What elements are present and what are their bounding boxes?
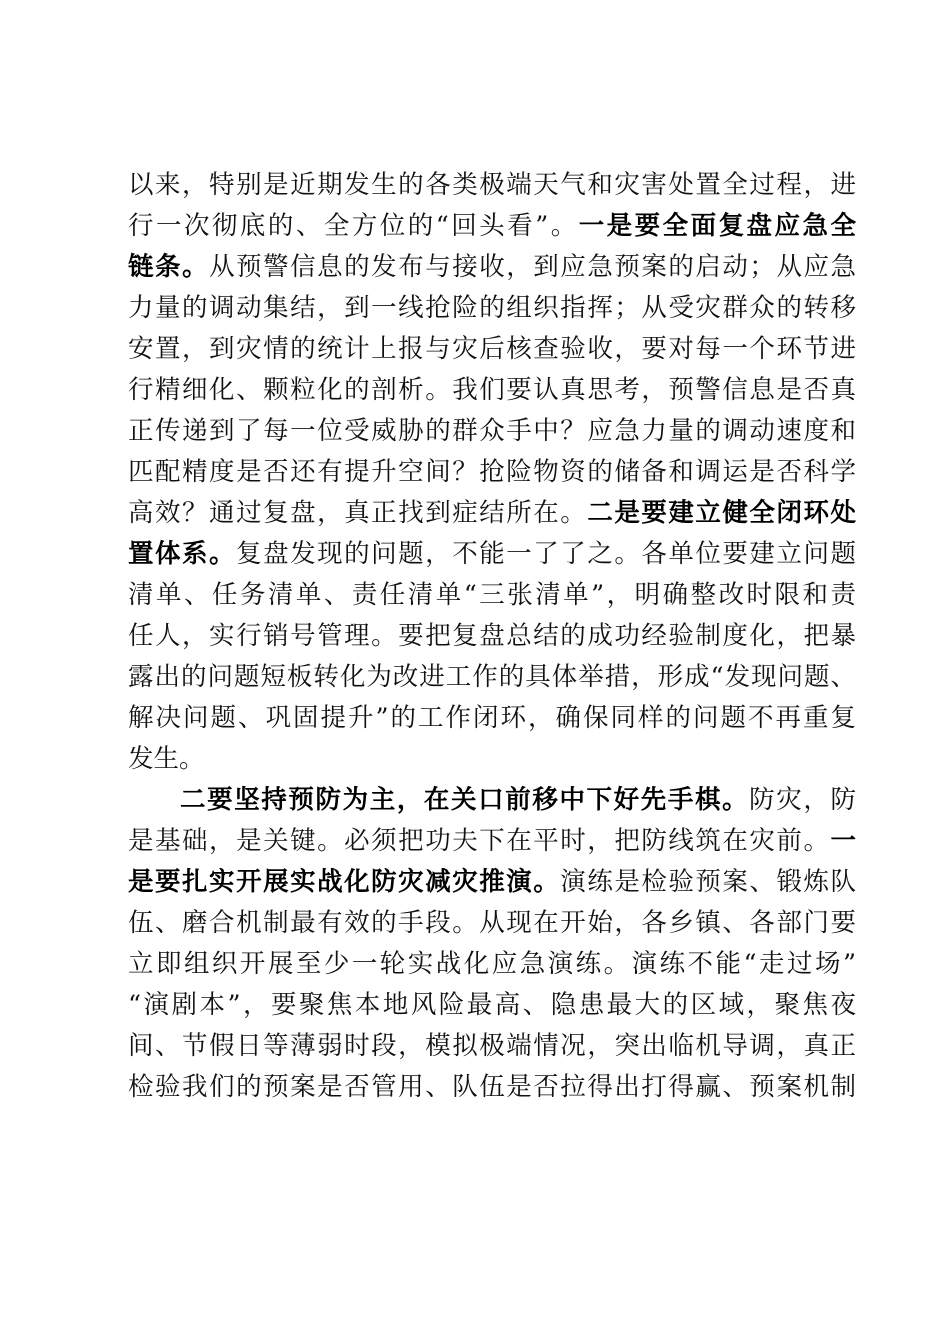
text-run: 解决问题、巩固提升”的工作闭环，确保同样的问题不再重复 [128, 703, 856, 733]
text-run: 高效？通过复盘，真正找到症结所在。 [128, 498, 588, 528]
text-line [128, 411, 856, 452]
text-run: “演剧本”，要聚焦本地风险最高、隐患最大的区域，聚焦夜 [128, 990, 856, 1020]
text-line [128, 657, 856, 698]
text-line [128, 206, 856, 247]
text-line [128, 165, 856, 206]
bold-heading-run: 链条。 [128, 252, 210, 282]
text-line [128, 329, 856, 370]
text-line [128, 534, 856, 575]
text-line [128, 698, 856, 739]
text-line [128, 288, 856, 329]
bold-heading-run: 是要扎实开展实战化防灾减灾推演。 [128, 867, 561, 897]
text-line [128, 493, 856, 534]
paragraph-first-line [128, 780, 856, 821]
text-line [128, 452, 856, 493]
text-run: 间、节假日等薄弱时段，模拟极端情况，突出临机导调，真正 [128, 1031, 856, 1061]
text-line [128, 1067, 856, 1108]
text-line [128, 821, 856, 862]
text-run: 发生。 [128, 744, 205, 774]
text-run: 检验我们的预案是否管用、队伍是否拉得出打得赢、预案机制 [128, 1072, 856, 1102]
text-line [128, 247, 856, 288]
text-run: 伍、磨合机制最有效的手段。从现在开始，各乡镇、各部门要 [128, 908, 856, 938]
text-line [128, 862, 856, 903]
text-line [128, 903, 856, 944]
document-body [128, 165, 856, 1108]
text-run: 复盘发现的问题，不能一了了之。各单位要建立问题 [236, 539, 856, 569]
text-run: 立即组织开展至少一轮实战化应急演练。演练不能“走过场” [128, 949, 856, 979]
text-run: 演练是检验预案、锻炼队 [560, 867, 856, 897]
text-run: 露出的问题短板转化为改进工作的具体举措，形成“发现问题、 [128, 662, 856, 692]
text-run: 任人，实行销号管理。要把复盘总结的成功经验制度化，把暴 [128, 621, 856, 651]
section-heading-run: 二要坚持预防为主，在关口前移中下好先手棋。 [180, 785, 750, 815]
text-line [128, 575, 856, 616]
text-run: 力量的调动集结，到一线抢险的组织指挥；从受灾群众的转移 [128, 293, 856, 323]
text-run: 行一次彻底的、全方位的“回头看”。 [128, 211, 579, 241]
text-run: 清单、任务清单、责任清单“三张清单”，明确整改时限和责 [128, 580, 856, 610]
text-run: 正传递到了每一位受威胁的群众手中？应急力量的调动速度和 [128, 416, 856, 446]
text-run: 防灾，防 [749, 785, 856, 815]
bold-heading-run: 一 [830, 826, 856, 856]
text-line [128, 985, 856, 1026]
text-line [128, 944, 856, 985]
text-line [128, 739, 856, 780]
text-run: 匹配精度是否还有提升空间？抢险物资的储备和调运是否科学 [128, 457, 856, 487]
bold-heading-run: 二是要建立健全闭环处 [587, 498, 856, 528]
bold-heading-run: 置体系。 [128, 539, 237, 569]
text-run: 是基础，是关键。必须把功夫下在平时，把防线筑在灾前。 [128, 826, 831, 856]
text-line [128, 1026, 856, 1067]
text-run: 行精细化、颗粒化的剖析。我们要认真思考，预警信息是否真 [128, 375, 856, 405]
bold-heading-run: 一是要全面复盘应急全 [578, 211, 856, 241]
text-run: 安置，到灾情的统计上报与灾后核查验收，要对每一个环节进 [128, 334, 856, 364]
text-run: 以来，特别是近期发生的各类极端天气和灾害处置全过程，进 [128, 170, 856, 200]
text-run: 从预警信息的发布与接收，到应急预案的启动；从应急 [209, 252, 856, 282]
text-line [128, 616, 856, 657]
text-line [128, 370, 856, 411]
